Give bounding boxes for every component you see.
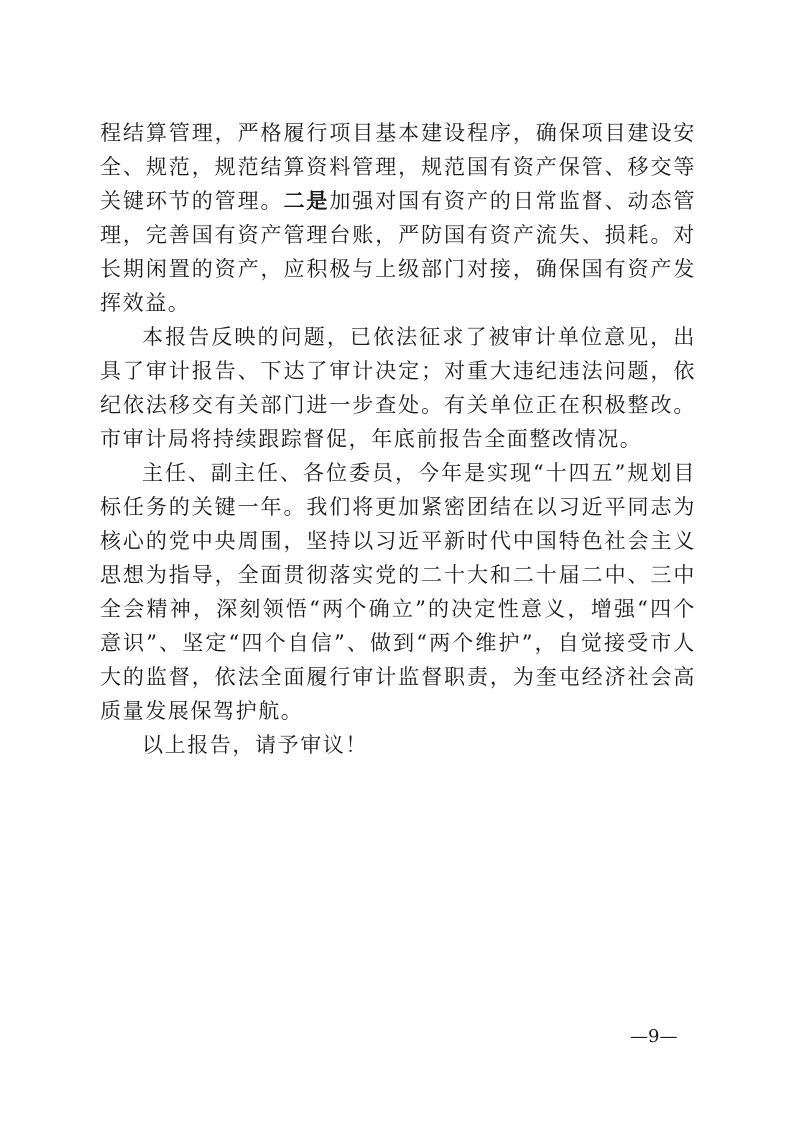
paragraph-closing-statement — [100, 456, 696, 728]
paragraph-asset-management — [100, 116, 696, 320]
emphasis-second-point: 二是 — [283, 188, 330, 213]
paragraph-text: 程结算管理，严格履行项目基本建设程序，确保项目建设安全、规范，规范结算资料管理，规范国有资产保管、移交等关键环节的管理。 — [100, 121, 696, 213]
paragraph-rectification — [100, 320, 696, 456]
paragraph-text: 以上报告，请予审议！ — [142, 733, 368, 757]
paragraph-text: 加强对国有资产的日常监督、动态管理，完善国有资产管理台账，严防国有资产流失、损耗。对长期闲置的资产，应积极与上级部门对接，确保国有资产发挥效益。 — [100, 189, 696, 315]
paragraph-text: 本报告反映的问题，已依法征求了被审计单位意见，出具了审计报告、下达了审计决定；对重大违纪违法问题，依纪依法移交有关部门进一步查处。有关单位正在积极整改。市审计局将持续跟踪督促，年底前报告全面整改情况。 — [100, 325, 696, 451]
report-body — [100, 116, 696, 762]
paragraph-request-review — [100, 728, 696, 762]
page-number: —9— — [630, 1026, 678, 1047]
paragraph-text: 主任、副主任、各位委员，今年是实现“十四五”规划目标任务的关键一年。我们将更加紧密团结在以习近平同志为核心的党中央周围，坚持以习近平新时代中国特色社会主义思想为指导，全面贯彻落实党的二十大和二十届二中、三中全会精神，深刻领悟“两个确立”的决定性意义，增强“四个意识”、坚定“四个自信”、做到“两个维护”，自觉接受市人大的监督，依法全面履行审计监督职责，为奎屯经济社会高质量发展保驾护航。 — [100, 461, 696, 723]
